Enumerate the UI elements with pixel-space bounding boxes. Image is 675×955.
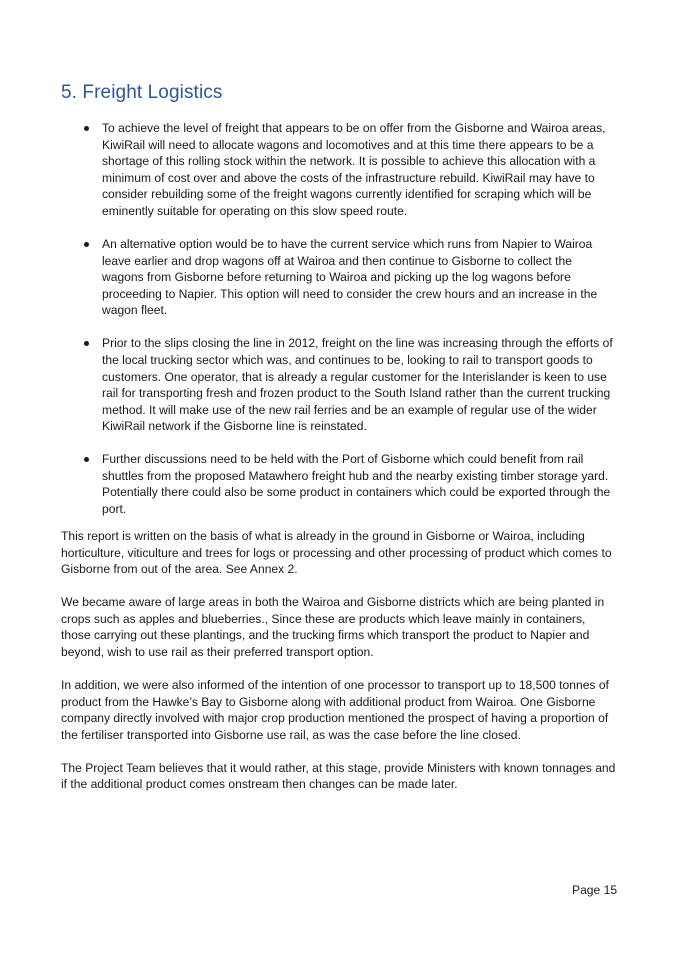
bullet-item: To achieve the level of freight that appears to be on offer from the Gisborne and Wairoa areas, KiwiRail will need to allocate wagons and locomotives and at this time there appears to be a shortage of this rolling stock within the network. It is possible to achieve this allocation with a minimum of cost over and above the costs of the infrastructure rebuild. KiwiRail may have to consider rebuilding some of the freight wagons currently identified for scraping which will be eminently suitable for operating on this slow speed route. bbox=[102, 120, 614, 220]
paragraph: The Project Team believes that it would rather, at this stage, provide Ministers with known tonnages and if the additional product comes onstream then changes can be made later. bbox=[61, 760, 616, 792]
bullet-item: An alternative option would be to have the current service which runs from Napier to Wairoa leave earlier and drop wagons off at Wairoa and then continue to Gisborne to collect the wagons from Gisborne before returning to Wairoa and picking up the log wagons before proceeding to Napier. This option will need to consider the crew hours and an increase in the wagon fleet. bbox=[102, 236, 614, 319]
paragraph: This report is written on the basis of what is already in the ground in Gisborne or Wairoa, including horticulture, viticulture and trees for logs or processing and other processing of product which comes to Gisborne from out of the area. See Annex 2. bbox=[61, 529, 612, 577]
page-number: Page 15 bbox=[572, 883, 618, 897]
section-heading: 5. Freight Logistics bbox=[61, 82, 223, 103]
body-text bbox=[61, 528, 617, 809]
paragraph: In addition, we were also informed of the intention of one processor to transport up to 18,500 tonnes of product from the Hawke’s Bay to Gisborne along with additional product from Wairoa. One Gisborne company directly involved with major crop production mentioned the prospect of having a proportion of the fertiliser transported into Gisborne use rail, as was the case before the line closed. bbox=[61, 677, 609, 742]
bullet-list bbox=[102, 120, 614, 534]
paragraph: We became aware of large areas in both the Wairoa and Gisborne districts which are being planted in crops such as apples and blueberries., Since these are products which leave mainly in containers, those carrying out these plantings, and the trucking firms which transport the product to Napier and beyond, wish to use rail as their preferred transport option. bbox=[61, 595, 605, 659]
bullet-item: Further discussions need to be held with the Port of Gisborne which could benefit from rail shuttles from the proposed Matawhero freight hub and the nearby existing timber storage yard. Potentially there could also be some product in containers which could be exported through the port. bbox=[102, 451, 614, 517]
bullet-item: Prior to the slips closing the line in 2012, freight on the line was increasing through the efforts of the local trucking sector which was, and continues to be, looking to rail to transport goods to customers. One operator, that is already a regular customer for the Interislander is keen to use rail for transporting fresh and frozen product to the South Island rather than the current trucking method. It will make use of the new rail ferries and be an example of regular use of the wider KiwiRail network if the Gisborne line is reinstated. bbox=[102, 336, 613, 434]
